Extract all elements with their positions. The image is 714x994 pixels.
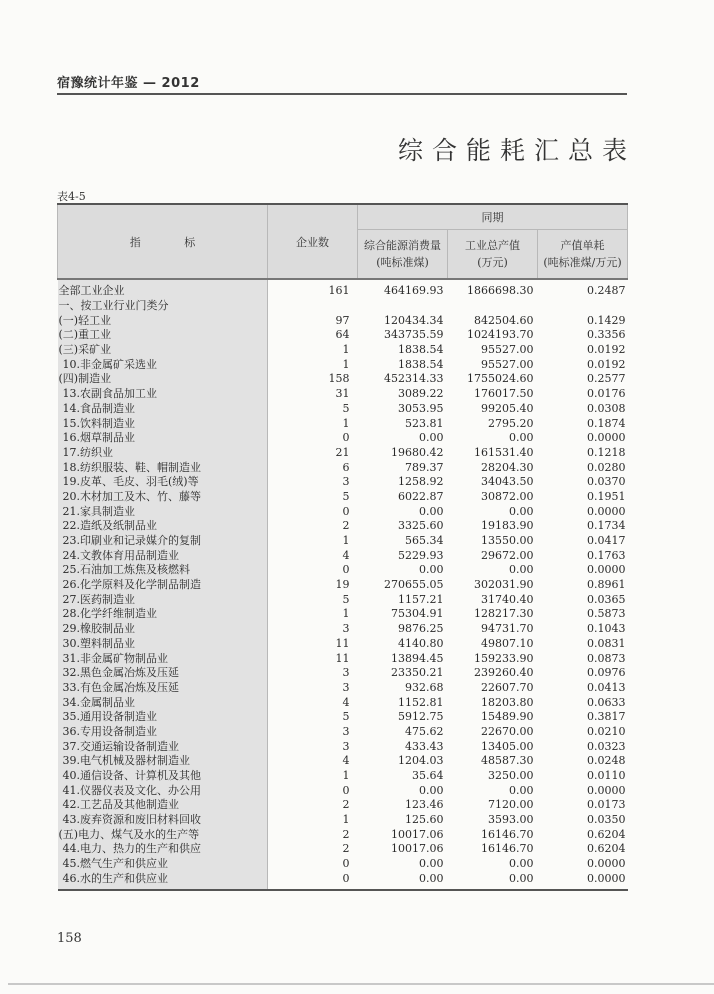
row-label: 16.烟草制品业 [58, 431, 268, 446]
row-label: 25.石油加工炼焦及核燃料 [58, 563, 268, 578]
cell-enterprise-count: 97 [335, 313, 350, 327]
cell-unit-consumption: 0.5873 [587, 607, 626, 621]
table-row [58, 519, 628, 534]
row-label: 29.橡胶制品业 [58, 622, 268, 637]
row-label: 35.通用设备制造业 [58, 710, 268, 725]
row-label: 34.金属制品业 [58, 695, 268, 710]
cell-energy-consumption: 343735.59 [384, 328, 444, 342]
table-row [58, 725, 628, 740]
cell-industrial-output: 95527.00 [481, 357, 534, 371]
table-row [58, 592, 628, 607]
table-row [58, 827, 628, 842]
row-label: 一、按工业行业门类分 [58, 299, 268, 314]
cell-industrial-output: 128217.30 [474, 607, 534, 621]
cell-unit-consumption: 0.1874 [587, 416, 626, 430]
cell-unit-consumption: 0.0976 [587, 666, 626, 680]
cell-enterprise-count: 1 [342, 534, 350, 548]
cell-unit-consumption: 0.0000 [587, 431, 626, 445]
header-enterprise-count: 企业数 [268, 204, 358, 279]
cell-unit-consumption: 0.1429 [587, 313, 626, 327]
cell-enterprise-count: 2 [342, 798, 350, 812]
cell-industrial-output: 842504.60 [474, 313, 534, 327]
row-label: 21.家具制造业 [58, 504, 268, 519]
cell-industrial-output: 1024193.70 [467, 328, 534, 342]
cell-energy-consumption: 0.00 [419, 431, 444, 445]
row-label: 14.食品制造业 [58, 402, 268, 417]
cell-industrial-output: 95527.00 [481, 343, 534, 357]
table-row [58, 446, 628, 461]
row-label: 43.废弃资源和废旧材料回收 [58, 813, 268, 828]
row-label: 45.燃气生产和供应业 [58, 857, 268, 872]
cell-industrial-output: 239260.40 [474, 666, 534, 680]
cell-industrial-output: 0.00 [509, 563, 534, 577]
cell-enterprise-count: 3 [342, 666, 350, 680]
cell-industrial-output: 99205.40 [481, 401, 534, 415]
cell-enterprise-count: 3 [342, 622, 350, 636]
cell-industrial-output: 0.00 [509, 857, 534, 871]
table-header [58, 204, 628, 279]
cell-industrial-output: 13405.00 [481, 739, 534, 753]
row-label: 33.有色金属冶炼及压延 [58, 681, 268, 696]
row-label: 20.木材加工及木、竹、藤等 [58, 490, 268, 505]
cell-unit-consumption: 0.0417 [587, 534, 626, 548]
cell-energy-consumption: 433.43 [405, 739, 444, 753]
cell-unit-consumption: 0.0308 [587, 401, 626, 415]
row-label: 17.纺织业 [58, 446, 268, 461]
table-row [58, 813, 628, 828]
cell-unit-consumption: 0.0365 [587, 592, 626, 606]
header-industrial-output-label: 工业总产值 [465, 239, 520, 252]
table-row [58, 872, 628, 891]
cell-unit-consumption: 0.0370 [587, 475, 626, 489]
cell-enterprise-count: 5 [342, 592, 350, 606]
header-unit-consumption [538, 230, 628, 280]
cell-enterprise-count: 1 [342, 813, 350, 827]
cell-enterprise-count: 0 [342, 563, 350, 577]
cell-energy-consumption: 5229.93 [398, 548, 444, 562]
cell-unit-consumption: 0.0633 [587, 695, 626, 709]
header-unit-consumption-label: 产值单耗 [560, 239, 605, 252]
cell-enterprise-count: 158 [328, 372, 350, 386]
cell-energy-consumption: 452314.33 [384, 372, 444, 386]
cell-industrial-output: 34043.50 [481, 475, 534, 489]
table-row [58, 299, 628, 314]
table-row [58, 695, 628, 710]
cell-unit-consumption: 0.0323 [587, 739, 626, 753]
row-label: 30.塑料制品业 [58, 637, 268, 652]
cell-energy-consumption: 5912.75 [398, 710, 444, 724]
cell-enterprise-count: 11 [335, 636, 350, 650]
cell-enterprise-count [268, 299, 358, 314]
row-label: 26.化学原料及化学制品制造 [58, 578, 268, 593]
header-energy-consumption-label: 综合能源消费量 [364, 239, 441, 252]
cell-unit-consumption: 0.0280 [587, 460, 626, 474]
row-label: 28.化学纤维制造业 [58, 607, 268, 622]
cell-energy-consumption: 0.00 [419, 783, 444, 797]
cell-enterprise-count: 4 [342, 695, 350, 709]
cell-energy-consumption: 1258.92 [398, 475, 444, 489]
cell-energy-consumption: 1204.03 [398, 754, 444, 768]
cell-enterprise-count: 5 [342, 710, 350, 724]
table-row [58, 578, 628, 593]
cell-industrial-output: 29672.00 [481, 548, 534, 562]
cell-enterprise-count: 3 [342, 680, 350, 694]
cell-unit-consumption: 0.0192 [587, 343, 626, 357]
table-row [58, 637, 628, 652]
cell-energy-consumption: 9876.25 [398, 622, 444, 636]
cell-industrial-output: 1866698.30 [467, 284, 534, 298]
table-row [58, 857, 628, 872]
cell-industrial-output: 28204.30 [481, 460, 534, 474]
cell-energy-consumption: 565.34 [405, 534, 444, 548]
row-label: 23.印刷业和记录媒介的复制 [58, 534, 268, 549]
cell-unit-consumption: 0.8961 [587, 578, 626, 592]
cell-unit-consumption: 0.0000 [587, 563, 626, 577]
cell-energy-consumption: 3325.60 [398, 519, 444, 533]
row-label: 40.通信设备、计算机及其他 [58, 769, 268, 784]
cell-enterprise-count: 3 [342, 739, 350, 753]
cell-industrial-output: 16146.70 [481, 842, 534, 856]
row-label: 37.交通运输设备制造业 [58, 739, 268, 754]
cell-unit-consumption: 0.0210 [587, 724, 626, 738]
table-row [58, 504, 628, 519]
row-label: 24.文教体育用品制造业 [58, 548, 268, 563]
table-row [58, 842, 628, 857]
table-row [58, 769, 628, 784]
cell-energy-consumption: 4140.80 [398, 636, 444, 650]
table-row [58, 313, 628, 328]
cell-enterprise-count: 0 [342, 504, 350, 518]
cell-unit-consumption: 0.6204 [587, 842, 626, 856]
cell-unit-consumption: 0.0000 [587, 504, 626, 518]
page-number: 158 [57, 931, 82, 946]
page-edge-divider [8, 983, 714, 985]
row-label: 36.专用设备制造业 [58, 725, 268, 740]
table-row [58, 739, 628, 754]
cell-industrial-output: 22607.70 [481, 680, 534, 694]
cell-unit-consumption: 0.0873 [587, 651, 626, 665]
cell-energy-consumption: 475.62 [405, 724, 444, 738]
table-row [58, 783, 628, 798]
cell-energy-consumption: 19680.42 [391, 445, 444, 459]
header-rule [57, 93, 627, 95]
cell-enterprise-count: 31 [335, 387, 350, 401]
cell-industrial-output: 30872.00 [481, 489, 534, 503]
header-period-group: 同期 [358, 204, 628, 230]
row-label: 22.造纸及纸制品业 [58, 519, 268, 534]
row-label: 39.电气机械及器材制造业 [58, 754, 268, 769]
cell-energy-consumption: 0.00 [419, 504, 444, 518]
cell-energy-consumption: 10017.06 [391, 827, 444, 841]
cell-industrial-output: 22670.00 [481, 724, 534, 738]
row-label: (二)重工业 [58, 328, 268, 343]
cell-enterprise-count: 3 [342, 475, 350, 489]
cell-unit-consumption: 0.0413 [587, 680, 626, 694]
cell-energy-consumption: 125.60 [405, 813, 444, 827]
table-row [58, 475, 628, 490]
table-row [58, 328, 628, 343]
table-row [58, 387, 628, 402]
row-label: 31.非金属矿物制品业 [58, 651, 268, 666]
cell-unit-consumption: 0.0192 [587, 357, 626, 371]
cell-energy-consumption: 10017.06 [391, 842, 444, 856]
cell-industrial-output: 1755024.60 [467, 372, 534, 386]
table-row [58, 343, 628, 358]
cell-enterprise-count: 4 [342, 548, 350, 562]
cell-unit-consumption: 0.3817 [587, 710, 626, 724]
cell-energy-consumption: 3089.22 [398, 387, 444, 401]
cell-unit-consumption: 0.1951 [587, 489, 626, 503]
cell-energy-consumption [358, 299, 448, 314]
row-label: 42.工艺品及其他制造业 [58, 798, 268, 813]
cell-unit-consumption: 0.0176 [587, 387, 626, 401]
cell-unit-consumption: 0.6204 [587, 827, 626, 841]
row-label: 41.仪器仪表及文化、办公用 [58, 783, 268, 798]
cell-industrial-output: 94731.70 [481, 622, 534, 636]
table-row [58, 754, 628, 769]
cell-enterprise-count: 161 [328, 284, 350, 298]
cell-energy-consumption: 1152.81 [398, 695, 444, 709]
table-row [58, 534, 628, 549]
cell-unit-consumption: 0.1043 [587, 622, 626, 636]
table-row [58, 372, 628, 387]
cell-energy-consumption: 789.37 [405, 460, 444, 474]
table-row [58, 607, 628, 622]
cell-enterprise-count: 0 [342, 857, 350, 871]
cell-industrial-output: 31740.40 [481, 592, 534, 606]
cell-industrial-output: 19183.90 [481, 519, 534, 533]
cell-unit-consumption: 0.3356 [587, 328, 626, 342]
cell-unit-consumption: 0.0000 [587, 783, 626, 797]
table-row [58, 681, 628, 696]
cell-enterprise-count: 2 [342, 842, 350, 856]
cell-unit-consumption: 0.0831 [587, 636, 626, 650]
cell-enterprise-count: 1 [342, 357, 350, 371]
row-label: 全部工业企业 [58, 279, 268, 299]
row-label: 10.非金属矿采选业 [58, 357, 268, 372]
cell-industrial-output: 0.00 [509, 504, 534, 518]
header-industrial-output-unit: (万元) [477, 256, 508, 269]
cell-unit-consumption: 0.0350 [587, 813, 626, 827]
cell-energy-consumption: 1157.21 [398, 592, 444, 606]
table-row [58, 490, 628, 505]
cell-energy-consumption: 3053.95 [398, 401, 444, 415]
cell-enterprise-count: 2 [342, 827, 350, 841]
cell-enterprise-count: 11 [335, 651, 350, 665]
cell-unit-consumption: 0.1763 [587, 548, 626, 562]
table-row [58, 563, 628, 578]
header-unit-consumption-unit: (吨标准煤/万元) [543, 256, 622, 269]
table-row [58, 710, 628, 725]
cell-industrial-output: 49807.10 [481, 636, 534, 650]
cell-enterprise-count: 2 [342, 519, 350, 533]
table-row [58, 460, 628, 475]
cell-industrial-output: 161531.40 [474, 445, 534, 459]
cell-industrial-output: 0.00 [509, 783, 534, 797]
table-row [58, 431, 628, 446]
table-number: 表4-5 [57, 190, 86, 203]
header-energy-consumption [358, 230, 448, 280]
cell-industrial-output: 15489.90 [481, 710, 534, 724]
row-label: 44.电力、热力的生产和供应 [58, 842, 268, 857]
cell-energy-consumption: 120434.34 [384, 313, 444, 327]
cell-industrial-output: 48587.30 [481, 754, 534, 768]
cell-enterprise-count: 6 [342, 460, 350, 474]
cell-enterprise-count: 1 [342, 416, 350, 430]
header-energy-consumption-unit: (吨标准煤) [376, 256, 429, 269]
cell-industrial-output: 13550.00 [481, 534, 534, 548]
row-label: 15.饮料制造业 [58, 416, 268, 431]
row-label: (一)轻工业 [58, 313, 268, 328]
cell-energy-consumption: 0.00 [419, 871, 444, 885]
cell-energy-consumption: 23350.21 [391, 666, 444, 680]
cell-industrial-output: 302031.90 [474, 578, 534, 592]
cell-enterprise-count: 19 [335, 578, 350, 592]
cell-unit-consumption: 0.0000 [587, 857, 626, 871]
cell-unit-consumption: 0.0110 [587, 769, 626, 783]
cell-energy-consumption: 75304.91 [391, 607, 444, 621]
cell-enterprise-count: 64 [335, 328, 350, 342]
cell-energy-consumption: 6022.87 [398, 489, 444, 503]
row-label: 19.皮革、毛皮、羽毛(绒)等 [58, 475, 268, 490]
cell-enterprise-count: 5 [342, 401, 350, 415]
table-row [58, 402, 628, 417]
cell-enterprise-count: 1 [342, 607, 350, 621]
cell-industrial-output: 3250.00 [488, 769, 534, 783]
cell-industrial-output: 0.00 [509, 871, 534, 885]
cell-energy-consumption: 0.00 [419, 857, 444, 871]
cell-enterprise-count: 1 [342, 769, 350, 783]
row-label: 27.医药制造业 [58, 592, 268, 607]
cell-unit-consumption: 0.0248 [587, 754, 626, 768]
cell-energy-consumption: 270655.05 [384, 578, 444, 592]
cell-energy-consumption: 35.64 [412, 769, 444, 783]
cell-energy-consumption: 0.00 [419, 563, 444, 577]
table-row [58, 622, 628, 637]
cell-enterprise-count: 5 [342, 489, 350, 503]
cell-enterprise-count: 0 [342, 783, 350, 797]
cell-energy-consumption: 123.46 [405, 798, 444, 812]
cell-industrial-output: 159233.90 [474, 651, 534, 665]
cell-enterprise-count: 0 [342, 871, 350, 885]
cell-industrial-output: 2795.20 [488, 416, 534, 430]
cell-unit-consumption: 0.2577 [587, 372, 626, 386]
cell-enterprise-count: 21 [335, 445, 350, 459]
cell-energy-consumption: 932.68 [405, 680, 444, 694]
table-body [58, 279, 628, 890]
cell-energy-consumption: 1838.54 [398, 343, 444, 357]
table-row [58, 666, 628, 681]
cell-enterprise-count: 3 [342, 724, 350, 738]
table-row [58, 279, 628, 299]
header-indicator: 指 标 [58, 204, 268, 279]
cell-unit-consumption: 0.1218 [587, 445, 626, 459]
cell-industrial-output [448, 299, 538, 314]
table-row [58, 651, 628, 666]
cell-industrial-output: 18203.80 [481, 695, 534, 709]
row-label: 32.黑色金属冶炼及压延 [58, 666, 268, 681]
cell-industrial-output: 176017.50 [474, 387, 534, 401]
page-title: 综合能耗汇总表 [397, 136, 636, 165]
cell-energy-consumption: 523.81 [405, 416, 444, 430]
cell-unit-consumption: 0.0000 [587, 871, 626, 885]
cell-unit-consumption: 0.1734 [587, 519, 626, 533]
row-label: (三)采矿业 [58, 343, 268, 358]
row-label: 18.纺织服装、鞋、帽制造业 [58, 460, 268, 475]
cell-enterprise-count: 0 [342, 431, 350, 445]
cell-industrial-output: 3593.00 [488, 813, 534, 827]
cell-energy-consumption: 13894.45 [391, 651, 444, 665]
cell-enterprise-count: 1 [342, 343, 350, 357]
cell-unit-consumption: 0.0173 [587, 798, 626, 812]
cell-unit-consumption [538, 299, 628, 314]
cell-industrial-output: 7120.00 [488, 798, 534, 812]
table-row [58, 416, 628, 431]
cell-energy-consumption: 464169.93 [384, 284, 444, 298]
energy-consumption-table [57, 203, 628, 891]
running-head: 宿豫统计年鉴 — 2012 [57, 76, 200, 91]
header-industrial-output [448, 230, 538, 280]
row-label: (四)制造业 [58, 372, 268, 387]
row-label: (五)电力、煤气及水的生产等 [58, 827, 268, 842]
row-label: 13.农副食品加工业 [58, 387, 268, 402]
cell-unit-consumption: 0.2487 [587, 284, 626, 298]
table-row [58, 548, 628, 563]
cell-industrial-output: 16146.70 [481, 827, 534, 841]
cell-energy-consumption: 1838.54 [398, 357, 444, 371]
table-row [58, 357, 628, 372]
row-label: 46.水的生产和供应业 [58, 872, 268, 891]
table-row [58, 798, 628, 813]
cell-industrial-output: 0.00 [509, 431, 534, 445]
cell-enterprise-count: 4 [342, 754, 350, 768]
